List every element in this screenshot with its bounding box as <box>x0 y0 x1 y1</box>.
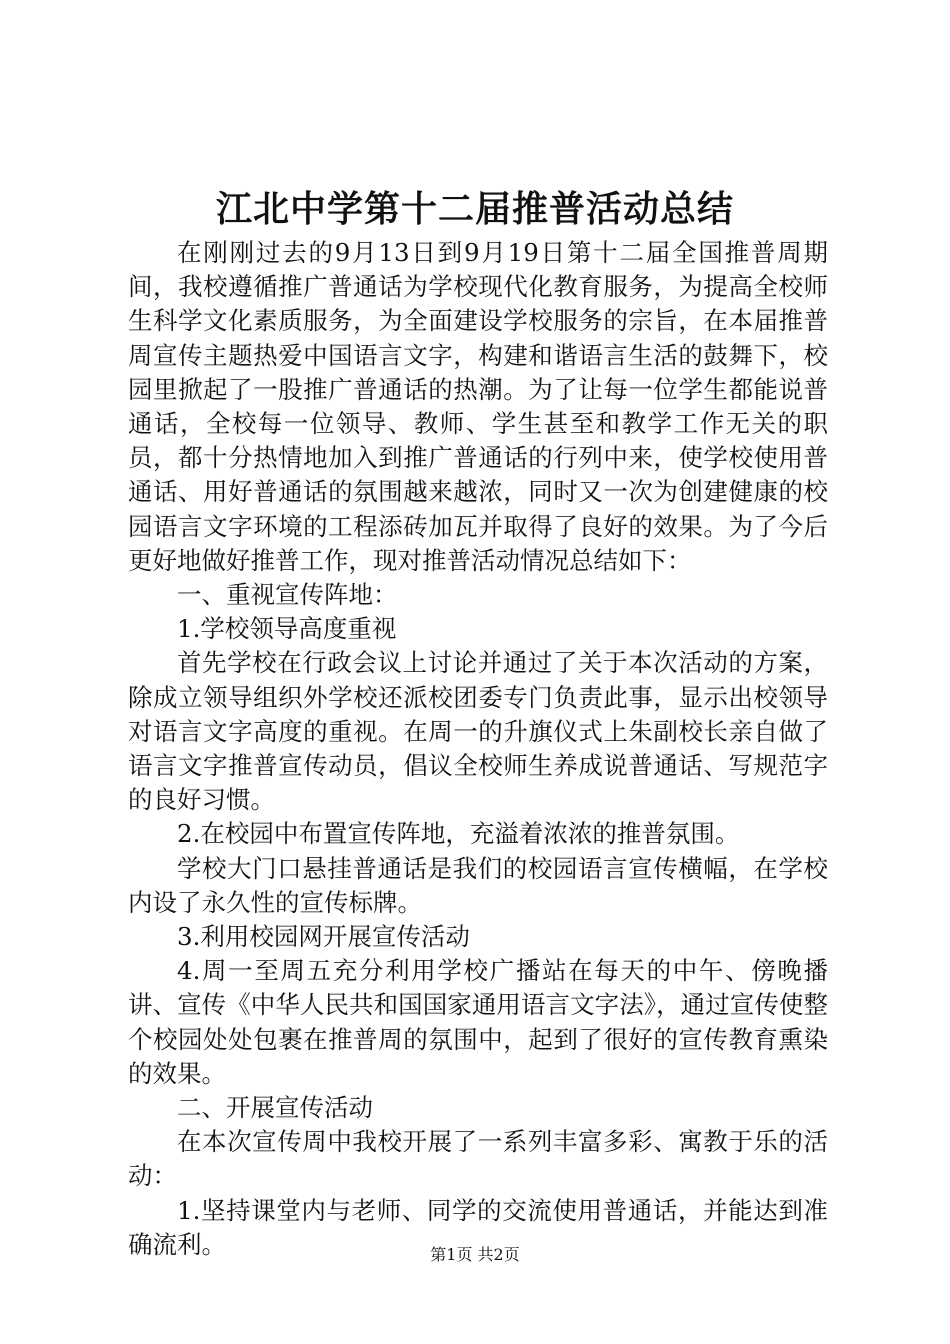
paragraph-intro: 在刚刚过去的9月13日到9月19日第十二届全国推普周期间，我校遵循推广普通话为学校现代化教育服务，为提高全校师生科学文化素质服务，为全面建设学校服务的宗旨，在本届推普周宣传主题热爱中国语言文字，构建和谐语言生活的鼓舞下，校园里掀起了一股推广普通话的热潮。为了让每一位学生都能说普通话，全校每一位领导、教师、学生甚至和教学工作无关的职员，都十分热情地加入到推广普通话的行列中来，使学校使用普通话、用好普通话的氛围越来越浓，同时又一次为创建健康的校园语言文字环境的工程添砖加瓦并取得了良好的效果。为了今后更好地做好推普工作，现对推普活动情况总结如下： <box>128 238 828 575</box>
section-heading-1: 一、重视宣传阵地： <box>177 580 398 610</box>
document-title: 江北中学第十二届推普活动总结 <box>215 188 734 230</box>
subheading-1-2: 2.在校园中布置宣传阵地，充溢着浓浓的推普氛围。 <box>177 819 740 849</box>
section-heading-2: 二、开展宣传活动 <box>177 1093 373 1123</box>
paragraph-classroom: 1.坚持课堂内与老师、同学的交流使用普通话，并能达到准确流利。 <box>128 1195 828 1259</box>
subheading-1-1: 1.学校领导高度重视 <box>177 614 397 644</box>
paragraph-banner: 学校大门口悬挂普通话是我们的校园语言宣传横幅，在学校内设了永久性的宣传标牌。 <box>128 853 828 917</box>
paragraph-leadership: 首先学校在行政会议上讨论并通过了关于本次活动的方案，除成立领导组织外学校还派校团委专门负责此事，显示出校领导对语言文字高度的重视。在周一的升旗仪式上朱副校长亲自做了语言文字推普宣传动员，倡议全校师生养成说普通话、写规范字的良好习惯。 <box>128 648 828 815</box>
page-footer: 第1页 共2页 <box>430 1245 520 1264</box>
paragraph-broadcast: 4.周一至周五充分利用学校广播站在每天的中午、傍晚播讲、宣传《中华人民共和国国家通用语言文字法》，通过宣传使整个校园处处包裹在推普周的氛围中，起到了很好的宣传教育熏染的效果。 <box>128 956 828 1088</box>
document-body <box>128 236 828 1262</box>
paragraph-activities: 在本次宣传周中我校开展了一系列丰富多彩、寓教于乐的活动： <box>128 1127 828 1191</box>
subheading-1-3: 3.利用校园网开展宣传活动 <box>177 922 470 952</box>
